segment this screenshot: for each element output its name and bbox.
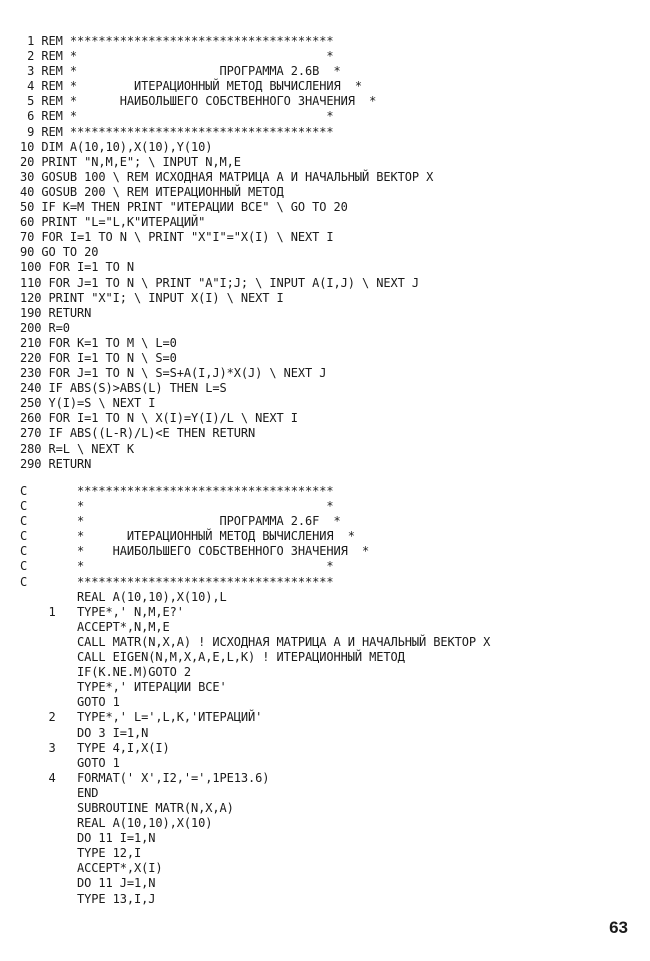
basic-code-line: 240 IF ABS(S)>ABS(L) THEN L=S	[20, 381, 227, 396]
basic-code-line: 40 GOSUB 200 \ REM ИТЕРАЦИОННЫЙ МЕТОД	[20, 184, 284, 199]
basic-code-line: 20 PRINT "N,M,E"; \ INPUT N,M,E	[20, 154, 241, 169]
fortran-code-line: DO 11 J=1,N	[20, 876, 156, 891]
fortran-code-line: DO 3 I=1,N	[20, 725, 149, 740]
fortran-code-line: TYPE 12,I	[20, 846, 142, 861]
fortran-code-line: GOTO 1	[20, 695, 120, 710]
fortran-code-line: REAL A(10,10),X(10),L	[20, 589, 227, 604]
basic-code-line: 50 IF K=M THEN PRINT "ИТЕРАЦИИ ВСЕ" \ GO TO 20	[20, 200, 348, 215]
basic-code-line: 90 GO TO 20	[20, 245, 99, 260]
basic-code-line: 10 DIM A(10,10),X(10),Y(10)	[20, 139, 213, 154]
fortran-code-line: GOTO 1	[20, 755, 120, 770]
basic-code-line: 220 FOR I=1 TO N \ S=0	[20, 350, 177, 365]
basic-code-line: 30 GOSUB 100 \ REM ИСХОДНАЯ МАТРИЦА А И НАЧАЛЬНЫЙ ВЕКТОР Х	[20, 169, 434, 184]
basic-code-line: 280 R=L \ NEXT K	[20, 441, 134, 456]
fortran-code-line: ACCEPT*,X(I)	[20, 861, 163, 876]
basic-code-line: 200 R=0	[20, 320, 70, 335]
fortran-code-line: DO 11 I=1,N	[20, 831, 156, 846]
basic-code-line: 3 REM * ПРОГРАММА 2.6В *	[20, 64, 341, 79]
fortran-code-line: C * ИТЕРАЦИОННЫЙ МЕТОД ВЫЧИСЛЕНИЯ *	[20, 529, 355, 544]
fortran-code-line: 1 TYPE*,' N,M,E?'	[20, 604, 184, 619]
basic-code-line: 260 FOR I=1 TO N \ X(I)=Y(I)/L \ NEXT I	[20, 411, 298, 426]
fortran-code-line: ACCEPT*,N,M,E	[20, 619, 170, 634]
fortran-code-line: C * ПРОГРАММА 2.6F *	[20, 514, 341, 529]
fortran-code-line: IF(K.NE.M)GOTO 2	[20, 665, 191, 680]
fortran-code-line: CALL EIGEN(N,M,X,A,E,L,K) ! ИТЕРАЦИОННЫЙ МЕТОД	[20, 650, 405, 665]
fortran-code-line: C * НАИБОЛЬШЕГО СОБСТВЕННОГО ЗНАЧЕНИЯ *	[20, 544, 370, 559]
basic-code-line: 9 REM *************************************	[20, 124, 334, 139]
fortran-code-line: REAL A(10,10),X(10)	[20, 816, 213, 831]
fortran-code-line: C * *	[20, 559, 334, 574]
basic-code-line: 70 FOR I=1 TO N \ PRINT "X"I"="X(I) \ NEXT I	[20, 230, 334, 245]
fortran-code-line: 3 TYPE 4,I,X(I)	[20, 740, 170, 755]
basic-code-line: 1 REM *************************************	[20, 34, 334, 48]
fortran-code-line: CALL MATR(N,X,A) ! ИСХОДНАЯ МАТРИЦА А И НАЧАЛЬНЫЙ ВЕКТОР Х	[20, 634, 491, 649]
fortran-code-line: C * *	[20, 499, 334, 514]
fortran-code-line: SUBROUTINE MATR(N,X,A)	[20, 800, 234, 815]
fortran-code-line: C ************************************	[20, 484, 334, 498]
basic-code-line: 4 REM * ИТЕРАЦИОННЫЙ МЕТОД ВЫЧИСЛЕНИЯ *	[20, 79, 362, 94]
fortran-program-listing	[20, 484, 645, 907]
basic-code-line: 270 IF ABS((L-R)/L)<E THEN RETURN	[20, 426, 256, 441]
basic-code-line: 120 PRINT "X"I; \ INPUT X(I) \ NEXT I	[20, 290, 284, 305]
fortran-code-line: TYPE*,' ИТЕРАЦИИ ВСЕ'	[20, 680, 227, 695]
basic-code-line: 230 FOR J=1 TO N \ S=S+A(I,J)*X(J) \ NEXT J	[20, 366, 327, 381]
fortran-code-line: END	[20, 785, 99, 800]
fortran-code-line: 2 TYPE*,' L=',L,K,'ИТЕРАЦИЙ'	[20, 710, 263, 725]
basic-code-line: 6 REM * *	[20, 109, 334, 124]
basic-code-line: 250 Y(I)=S \ NEXT I	[20, 396, 156, 411]
fortran-code-line: C ************************************	[20, 574, 334, 589]
basic-program-listing	[20, 34, 645, 472]
basic-code-line: 100 FOR I=1 TO N	[20, 260, 134, 275]
basic-code-line: 290 RETURN	[20, 456, 92, 471]
basic-code-line: 60 PRINT "L="L,K"ИТЕРАЦИЙ"	[20, 215, 206, 230]
basic-code-line: 110 FOR J=1 TO N \ PRINT "A"I;J; \ INPUT A(I,J) \ NEXT J	[20, 275, 419, 290]
basic-code-line: 210 FOR K=1 TO M \ L=0	[20, 335, 177, 350]
basic-code-line: 5 REM * НАИБОЛЬШЕГО СОБСТВЕННОГО ЗНАЧЕНИЯ *	[20, 94, 377, 109]
basic-code-line: 2 REM * *	[20, 49, 334, 64]
fortran-code-line: TYPE 13,I,J	[20, 891, 156, 906]
page-number: 63	[609, 918, 628, 937]
basic-code-line: 190 RETURN	[20, 305, 92, 320]
fortran-code-line: 4 FORMAT(' X',I2,'=',1PE13.6)	[20, 770, 270, 785]
